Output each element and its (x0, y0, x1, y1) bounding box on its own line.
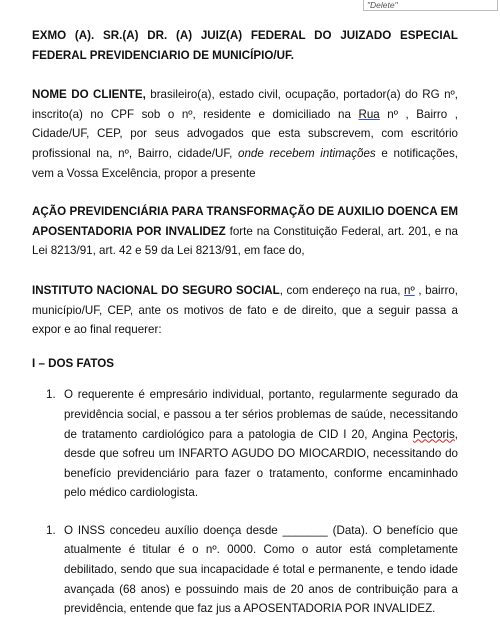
tooltip-line-2: "Delete" (367, 0, 398, 10)
document-body[interactable] (32, 26, 458, 619)
client-name: NOME DO CLIENTE, (32, 88, 146, 102)
list-number: 1. (46, 388, 56, 402)
defendant-text: , bairro, município/UF, CEP, ante os motivos de fato e de direito, que a seguir passa a expor e ao final requerer: (32, 283, 458, 337)
fact-item (32, 385, 458, 503)
action-paragraph (32, 202, 458, 261)
client-text: brasileiro(a), estado civil, ocupação, portador(a) do RG nº, inscrito(a) no CPF sob o nº, residente e domiciliado na (32, 88, 458, 121)
defendant-paragraph (32, 281, 458, 340)
defendant-text: , com endereço na rua, (279, 283, 405, 297)
action-title: AÇÃO PREVIDENCIÁRIA PARA TRANSFORMAÇÃO DE AUXILIO DOENCA EM APOSENTADORIA POR INVALIDEZ (32, 205, 458, 238)
defendant-name: INSTITUTO NACIONAL DO SEGURO SOCIAL (32, 283, 280, 297)
list-number: 1. (46, 523, 56, 537)
tooltip-word (457, 0, 462, 1)
fact-text: , desde que sofreu um INFARTO AGUDO DO MIOCARDIO, necessitando do benefício previdenciário para fazer o tratamento, conforme encaminhado pelo médico cardiologista. (64, 427, 458, 500)
client-italic: onde recebem intimações (238, 146, 376, 160)
client-paragraph (32, 85, 458, 183)
tooltip-word (470, 0, 494, 1)
court-header: EXMO (A). SR.(A) DR. (A) JUIZ(A) FEDERAL DO JUIZADO ESPECIAL FEDERAL PREVIDENCIARIO DE MUNICÍPIO/UF. (32, 29, 458, 62)
section-title: I – DOS FATOS (32, 356, 115, 370)
client-text: nº , Bairro , Cidade/UF, CEP, por seus advogados que esta subscrevem, com escritório profissional na, nº, Bairro, cidade/UF, (32, 107, 458, 160)
fact-item (32, 521, 458, 619)
street-field[interactable]: Rua (358, 107, 380, 121)
fact-text: O INSS concedeu auxílio doença desde _______ (Data). O benefício que atualmente é titular é o nº. 0000. Como o autor está completamente debilitado, sendo que sua incapacidade é total e permanente, e tendo idade avançada (68 anos) e possuindo mais de 20 anos de contribuição para a previdência, entende que faz jus a APOSENTADORIA POR INVALIDEZ. (64, 523, 458, 616)
client-text: e notificações, vem a Vossa Excelência, propor a presente (32, 146, 458, 180)
tooltip-word (413, 0, 449, 1)
number-field[interactable]: nº (404, 283, 415, 297)
misspelled-word: Pectoris (412, 427, 455, 441)
comment-tooltip (363, 0, 498, 11)
fact-text: O requerente é empresário individual, portanto, regularmente segurado da previdência social, e passou a ter sérios problemas de saúde, necessitando de tratamento cardiológico para a patologia de CID I 20, Angina (64, 388, 458, 441)
action-text: forte na Constituição Federal, art. 201, e na Lei 8213/91, art. 42 e 59 da Lei 8213/91, em face do, (32, 224, 458, 258)
